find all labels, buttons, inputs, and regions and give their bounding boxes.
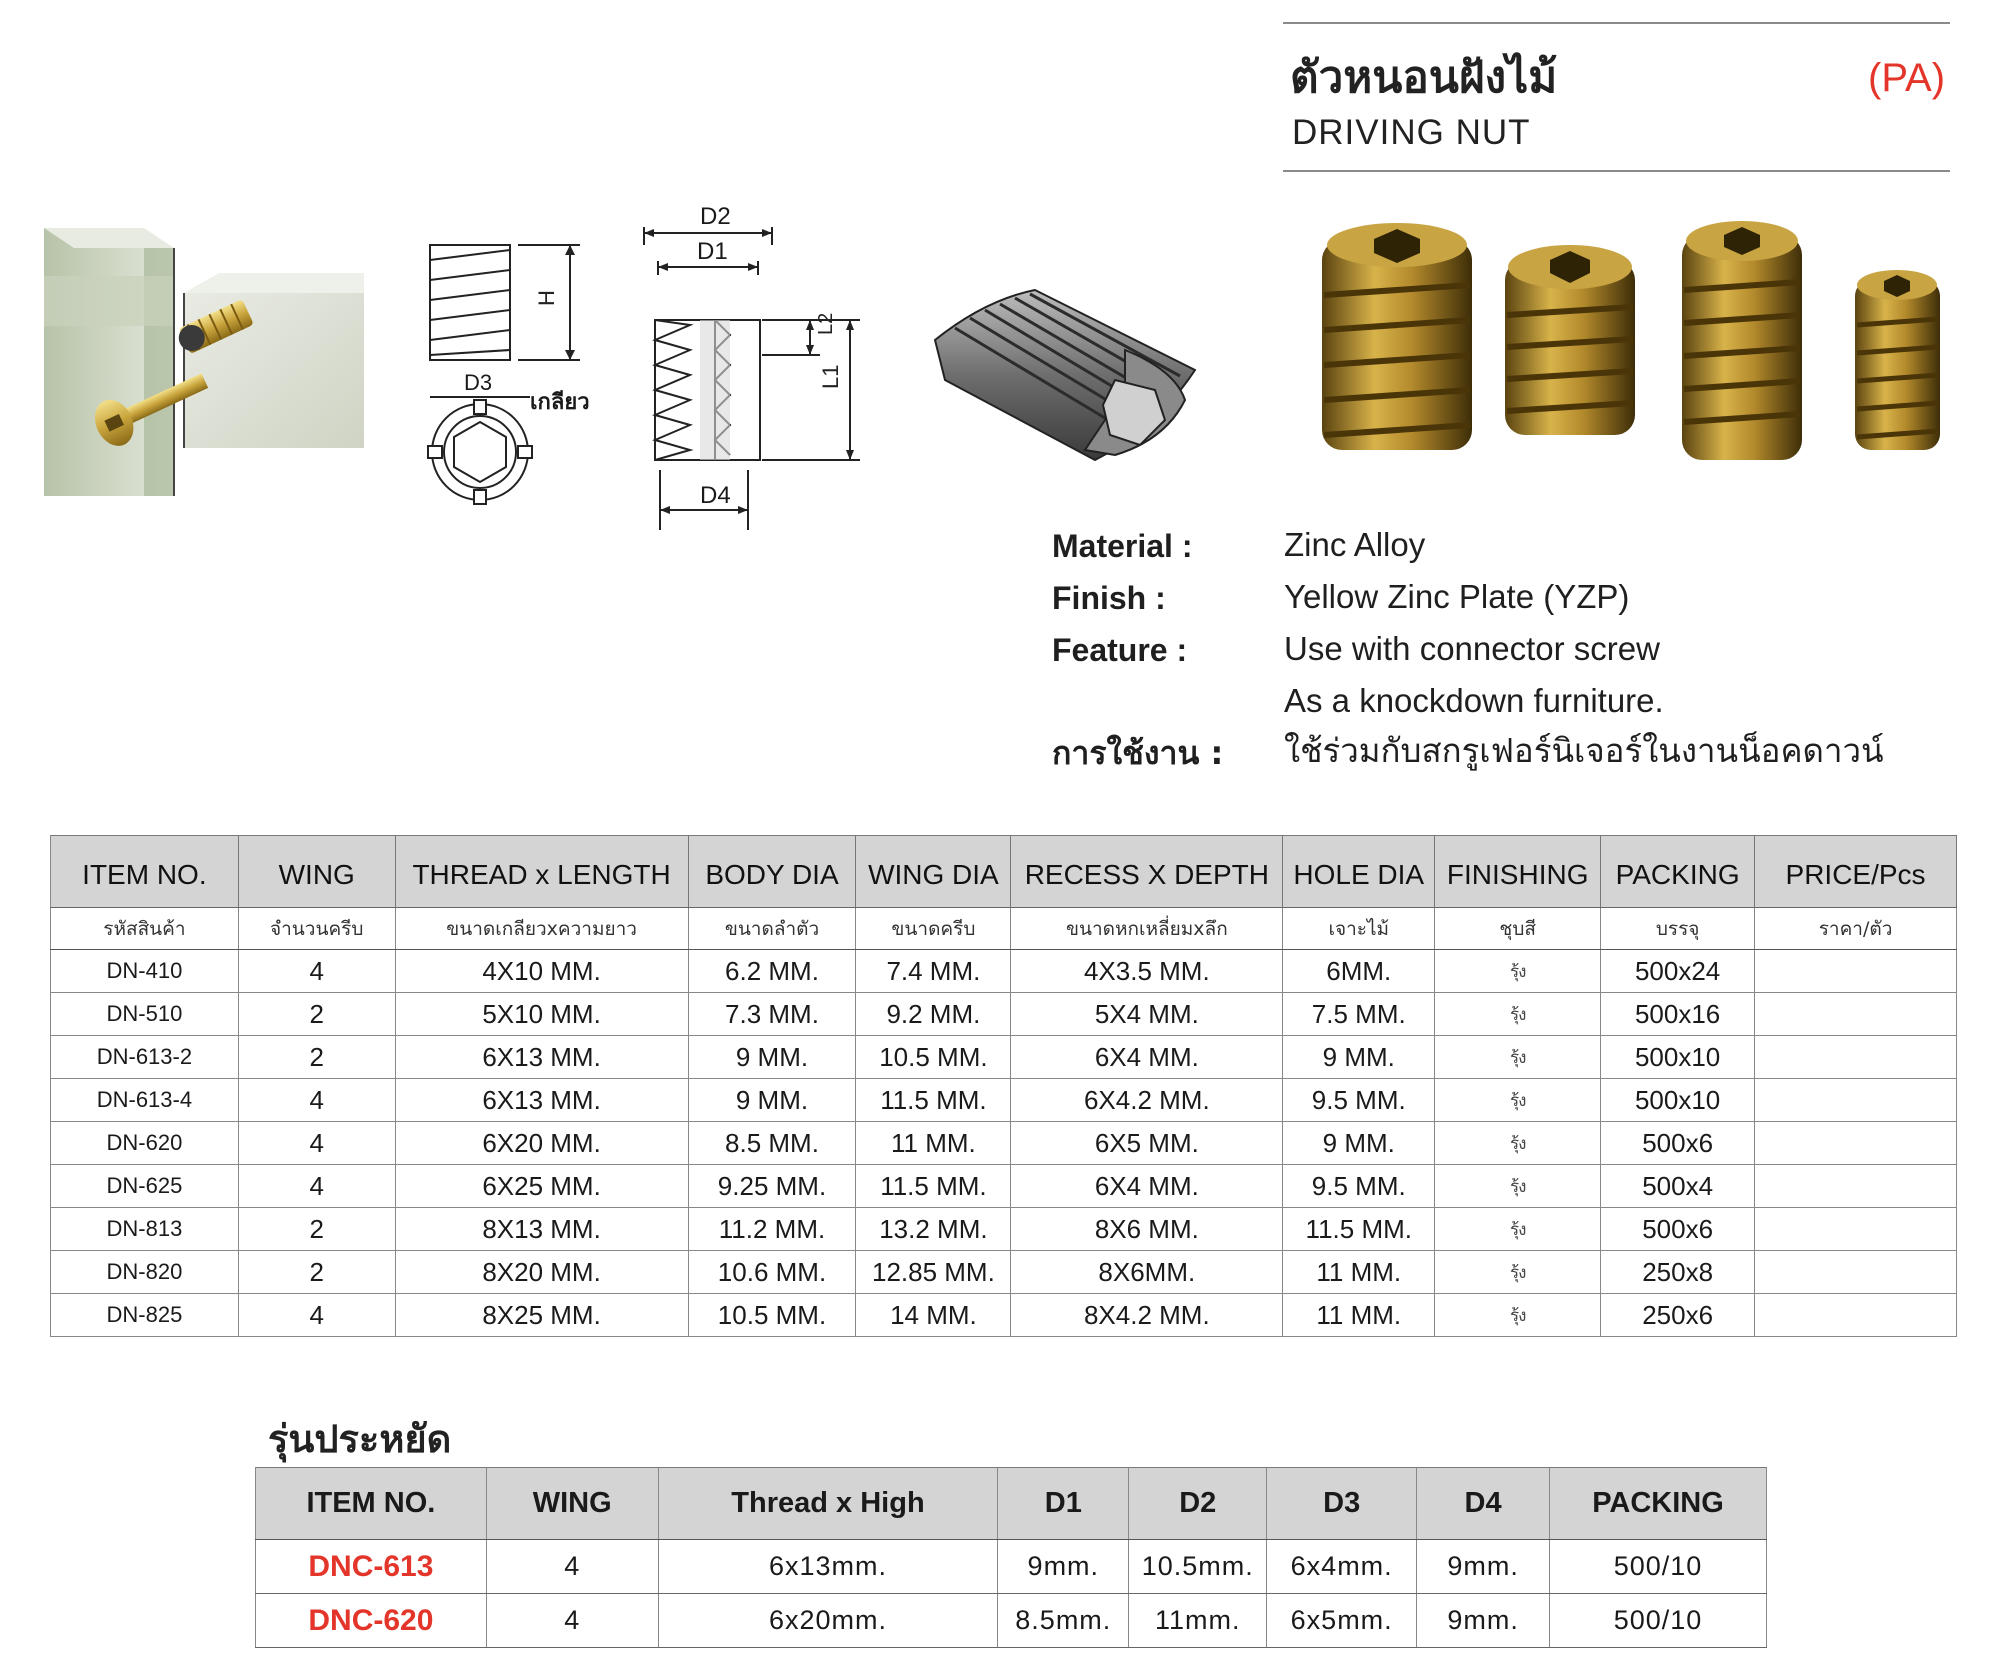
cell-wing-dia: 13.2 MM. (856, 1208, 1011, 1251)
eco-cell-wing: 4 (486, 1594, 658, 1648)
eco-col-thread-high: Thread x High (658, 1468, 998, 1540)
cell-finishing: รุ้ง (1435, 1251, 1601, 1294)
economy-row (256, 1594, 1767, 1648)
sub-header-cell: ขนาดเกลียวxความยาว (395, 908, 688, 950)
cell-finishing: รุ้ง (1435, 950, 1601, 993)
cell-thread-length: 8X20 MM. (395, 1251, 688, 1294)
cell-wing-dia: 9.2 MM. (856, 993, 1011, 1036)
cell-finishing: รุ้ง (1435, 1122, 1601, 1165)
table-row (51, 1251, 1957, 1294)
cell-price (1755, 1251, 1957, 1294)
cell-body-dia: 9 MM. (688, 1079, 856, 1122)
sub-header-cell: ขนาดหกเหลี่ยมxลึก (1011, 908, 1283, 950)
title-thai: ตัวหนอนฝังไม้ (1290, 52, 1558, 103)
cell-body-dia: 7.3 MM. (688, 993, 856, 1036)
sub-header-cell: ชุบสี (1435, 908, 1601, 950)
eco-cell-d3: 6x5mm. (1267, 1594, 1417, 1648)
economy-row (256, 1540, 1767, 1594)
economy-table (255, 1467, 1767, 1648)
sub-header-cell: บรรจุ (1601, 908, 1755, 950)
cell-hole-dia: 11 MM. (1283, 1294, 1435, 1337)
cell-thread-length: 8X25 MM. (395, 1294, 688, 1337)
eco-cell-d4: 9mm. (1417, 1540, 1550, 1594)
cell-thread-length: 6X13 MM. (395, 1079, 688, 1122)
label-thread: เกลียว (530, 390, 590, 415)
cell-hole-dia: 7.5 MM. (1283, 993, 1435, 1036)
product-photo (1310, 215, 1950, 465)
cell-wing: 4 (238, 1165, 395, 1208)
cell-body-dia: 6.2 MM. (688, 950, 856, 993)
cell-packing: 250x8 (1601, 1251, 1755, 1294)
col-finishing: FINISHING (1435, 836, 1601, 908)
spec-material-value: Zinc Alloy (1284, 526, 1426, 563)
sub-header-cell: ราคา/ตัว (1755, 908, 1957, 950)
cell-body-dia: 9 MM. (688, 1036, 856, 1079)
cell-recess-depth: 6X5 MM. (1011, 1122, 1283, 1165)
cell-item-no: DN-825 (51, 1294, 239, 1337)
cell-body-dia: 11.2 MM. (688, 1208, 856, 1251)
cell-wing-dia: 11.5 MM. (856, 1079, 1011, 1122)
cell-hole-dia: 9.5 MM. (1283, 1079, 1435, 1122)
eco-col-d4: D4 (1417, 1468, 1550, 1540)
cell-item-no: DN-613-2 (51, 1036, 239, 1079)
cell-recess-depth: 4X3.5 MM. (1011, 950, 1283, 993)
cell-price (1755, 1122, 1957, 1165)
eco-cell-d2: 10.5mm. (1129, 1540, 1267, 1594)
sub-header-row (51, 908, 1957, 950)
top-view-diagram (420, 392, 540, 512)
label-l2: L2 (815, 312, 837, 335)
cell-hole-dia: 6MM. (1283, 950, 1435, 993)
cell-wing-dia: 14 MM. (856, 1294, 1011, 1337)
cell-item-no: DN-813 (51, 1208, 239, 1251)
cell-item-no: DN-410 (51, 950, 239, 993)
cell-price (1755, 1294, 1957, 1337)
cell-finishing: รุ้ง (1435, 1294, 1601, 1337)
cell-thread-length: 6X13 MM. (395, 1036, 688, 1079)
sub-header-cell: เจาะไม้ (1283, 908, 1435, 950)
economy-title: รุ่นประหยัด (268, 1417, 452, 1461)
spec-feature-label: Feature : (1052, 632, 1188, 668)
col-price: PRICE/Pcs (1755, 836, 1957, 908)
product-code: (PA) (1868, 56, 1946, 100)
cell-packing: 500x24 (1601, 950, 1755, 993)
eco-col-packing: PACKING (1550, 1468, 1767, 1540)
nut-photo-1 (1322, 223, 1472, 450)
nut-photo-3 (1682, 221, 1802, 460)
cell-price (1755, 1208, 1957, 1251)
cell-item-no: DN-620 (51, 1122, 239, 1165)
cell-price (1755, 1036, 1957, 1079)
col-item-no: ITEM NO. (51, 836, 239, 908)
eco-cell-packing: 500/10 (1550, 1540, 1767, 1594)
eco-cell-d1: 8.5mm. (998, 1594, 1129, 1648)
cell-wing-dia: 11 MM. (856, 1122, 1011, 1165)
cell-wing: 2 (238, 1251, 395, 1294)
eco-col-d3: D3 (1267, 1468, 1417, 1540)
installation-illustration (44, 218, 364, 496)
eco-col-item-no: ITEM NO. (256, 1468, 487, 1540)
cell-packing: 500x6 (1601, 1122, 1755, 1165)
side-view-diagram (420, 240, 595, 375)
col-thread-length: THREAD x LENGTH (395, 836, 688, 908)
nut-photo-4 (1855, 270, 1940, 450)
spec-feature-value-2: As a knockdown furniture. (1284, 682, 1664, 719)
table-row (51, 1165, 1957, 1208)
eco-cell-d1: 9mm. (998, 1540, 1129, 1594)
cell-body-dia: 9.25 MM. (688, 1165, 856, 1208)
cell-item-no: DN-625 (51, 1165, 239, 1208)
cell-recess-depth: 5X4 MM. (1011, 993, 1283, 1036)
table-row (51, 993, 1957, 1036)
cell-packing: 500x16 (1601, 993, 1755, 1036)
table-row (51, 1208, 1957, 1251)
cell-item-no: DN-820 (51, 1251, 239, 1294)
label-l1: L1 (818, 364, 843, 389)
spec-usage-value: ใช้ร่วมกับสกรูเฟอร์นิเจอร์ในงานน็อคดาวน์ (1284, 731, 1884, 770)
cell-body-dia: 8.5 MM. (688, 1122, 856, 1165)
spec-feature-value: Use with connector screw (1284, 630, 1660, 667)
nut-photo-2 (1505, 245, 1635, 435)
cell-packing: 500x10 (1601, 1036, 1755, 1079)
col-wing: WING (238, 836, 395, 908)
cell-wing-dia: 12.85 MM. (856, 1251, 1011, 1294)
col-recess-depth: RECESS X DEPTH (1011, 836, 1283, 908)
eco-cell-thread-high: 6x13mm. (658, 1540, 998, 1594)
sub-header-cell: รหัสสินค้า (51, 908, 239, 950)
col-wing-dia: WING DIA (856, 836, 1011, 908)
col-hole-dia: HOLE DIA (1283, 836, 1435, 908)
cell-price (1755, 993, 1957, 1036)
label-d1: D1 (697, 238, 728, 265)
cell-thread-length: 6X25 MM. (395, 1165, 688, 1208)
eco-cell-d4: 9mm. (1417, 1594, 1550, 1648)
col-packing: PACKING (1601, 836, 1755, 908)
col-body-dia: BODY DIA (688, 836, 856, 908)
eco-cell-item-no: DNC-620 (256, 1594, 487, 1648)
cell-item-no: DN-510 (51, 993, 239, 1036)
table-row (51, 1079, 1957, 1122)
eco-cell-d2: 11mm. (1129, 1594, 1267, 1648)
cell-finishing: รุ้ง (1435, 1165, 1601, 1208)
cell-wing: 4 (238, 950, 395, 993)
table-row (51, 1122, 1957, 1165)
cell-thread-length: 6X20 MM. (395, 1122, 688, 1165)
label-d2: D2 (700, 203, 731, 230)
cell-body-dia: 10.6 MM. (688, 1251, 856, 1294)
spec-finish-label: Finish : (1052, 580, 1166, 616)
cell-recess-depth: 6X4.2 MM. (1011, 1079, 1283, 1122)
cell-packing: 250x6 (1601, 1294, 1755, 1337)
cell-hole-dia: 9 MM. (1283, 1122, 1435, 1165)
cell-finishing: รุ้ง (1435, 1036, 1601, 1079)
eco-col-d1: D1 (998, 1468, 1129, 1540)
eco-col-wing: WING (486, 1468, 658, 1540)
cell-recess-depth: 8X6 MM. (1011, 1208, 1283, 1251)
spec-finish-value: Yellow Zinc Plate (YZP) (1284, 578, 1630, 615)
sub-header-cell: ขนาดครีบ (856, 908, 1011, 950)
cell-wing-dia: 11.5 MM. (856, 1165, 1011, 1208)
eco-cell-thread-high: 6x20mm. (658, 1594, 998, 1648)
eco-cell-d3: 6x4mm. (1267, 1540, 1417, 1594)
cell-recess-depth: 8X4.2 MM. (1011, 1294, 1283, 1337)
header-bottom-rule (1283, 170, 1950, 172)
label-h: H (534, 290, 559, 306)
cell-recess-depth: 8X6MM. (1011, 1251, 1283, 1294)
eco-col-d2: D2 (1129, 1468, 1267, 1540)
sub-header-cell: ขนาดลำตัว (688, 908, 856, 950)
cell-wing: 2 (238, 1036, 395, 1079)
header-top-rule (1283, 22, 1950, 24)
cell-hole-dia: 11.5 MM. (1283, 1208, 1435, 1251)
cell-price (1755, 1165, 1957, 1208)
spec-usage-label: การใช้งาน : (1052, 734, 1224, 772)
cell-hole-dia: 9.5 MM. (1283, 1165, 1435, 1208)
cell-wing-dia: 10.5 MM. (856, 1036, 1011, 1079)
cell-wing: 4 (238, 1122, 395, 1165)
cell-wing-dia: 7.4 MM. (856, 950, 1011, 993)
cell-finishing: รุ้ง (1435, 993, 1601, 1036)
cell-thread-length: 4X10 MM. (395, 950, 688, 993)
cell-wing: 4 (238, 1294, 395, 1337)
cell-recess-depth: 6X4 MM. (1011, 1165, 1283, 1208)
label-d4: D4 (700, 482, 731, 509)
cell-wing: 4 (238, 1079, 395, 1122)
eco-cell-item-no: DNC-613 (256, 1540, 487, 1594)
cell-packing: 500x10 (1601, 1079, 1755, 1122)
title-english: DRIVING NUT (1292, 113, 1531, 152)
cell-finishing: รุ้ง (1435, 1079, 1601, 1122)
cell-hole-dia: 9 MM. (1283, 1036, 1435, 1079)
cell-item-no: DN-613-4 (51, 1079, 239, 1122)
cell-recess-depth: 6X4 MM. (1011, 1036, 1283, 1079)
eco-cell-packing: 500/10 (1550, 1594, 1767, 1648)
cell-body-dia: 10.5 MM. (688, 1294, 856, 1337)
cell-price (1755, 950, 1957, 993)
table-row (51, 950, 1957, 993)
cell-price (1755, 1079, 1957, 1122)
eco-cell-wing: 4 (486, 1540, 658, 1594)
spec-material-label: Material : (1052, 528, 1193, 564)
cell-hole-dia: 11 MM. (1283, 1251, 1435, 1294)
product-table (50, 835, 1957, 1337)
cell-finishing: รุ้ง (1435, 1208, 1601, 1251)
cutaway-illustration (925, 280, 1205, 480)
cell-thread-length: 8X13 MM. (395, 1208, 688, 1251)
cell-packing: 500x4 (1601, 1165, 1755, 1208)
table-row (51, 1036, 1957, 1079)
cell-thread-length: 5X10 MM. (395, 993, 688, 1036)
cell-packing: 500x6 (1601, 1208, 1755, 1251)
cell-wing: 2 (238, 1208, 395, 1251)
table-row (51, 1294, 1957, 1337)
sub-header-cell: จำนวนครีบ (238, 908, 395, 950)
label-d3: D3 (464, 370, 493, 395)
cell-wing: 2 (238, 993, 395, 1036)
section-diagram (640, 225, 880, 535)
